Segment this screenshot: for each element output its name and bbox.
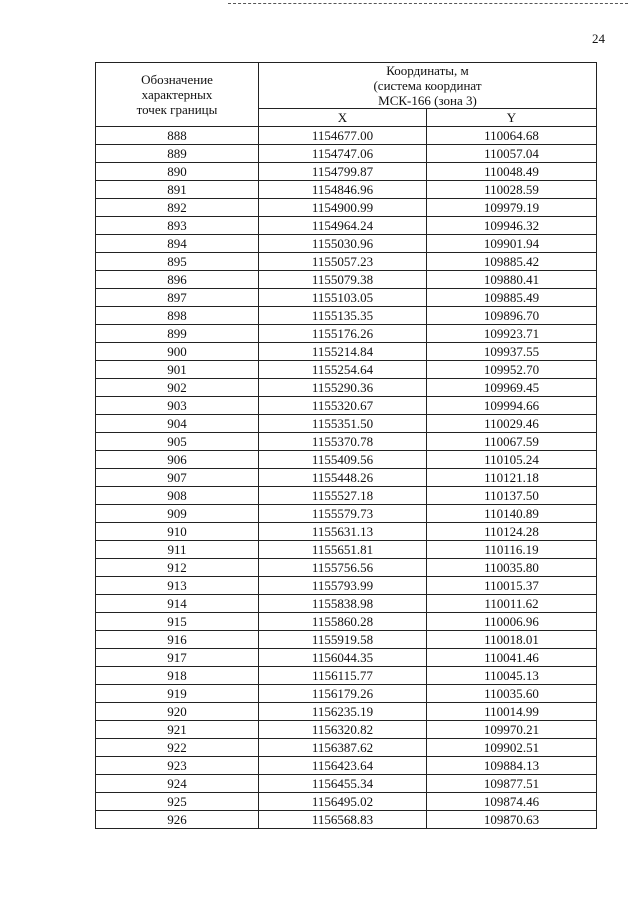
table-row	[96, 379, 597, 397]
table-row	[96, 325, 597, 343]
cell-x: 1154677.00	[259, 127, 427, 145]
cell-y: 110029.46	[427, 415, 597, 433]
cell-point: 890	[96, 163, 259, 181]
cell-y: 110137.50	[427, 487, 597, 505]
table-row	[96, 739, 597, 757]
table-row	[96, 631, 597, 649]
cell-point: 918	[96, 667, 259, 685]
table-row	[96, 127, 597, 145]
cell-x: 1155651.81	[259, 541, 427, 559]
cell-x: 1156044.35	[259, 649, 427, 667]
cell-point: 888	[96, 127, 259, 145]
cell-point: 920	[96, 703, 259, 721]
table-row	[96, 361, 597, 379]
table-row	[96, 469, 597, 487]
table-row	[96, 307, 597, 325]
cell-y: 110140.89	[427, 505, 597, 523]
boundary-points-table	[95, 62, 597, 829]
cell-y: 109952.70	[427, 361, 597, 379]
cell-point: 899	[96, 325, 259, 343]
cell-x: 1155448.26	[259, 469, 427, 487]
table-row	[96, 523, 597, 541]
cell-x: 1155320.67	[259, 397, 427, 415]
table-row	[96, 757, 597, 775]
table-row	[96, 649, 597, 667]
table-row	[96, 667, 597, 685]
page-number: 24	[592, 31, 605, 46]
cell-x: 1155290.36	[259, 379, 427, 397]
cell-y: 109969.45	[427, 379, 597, 397]
table-row	[96, 253, 597, 271]
cell-x: 1155756.56	[259, 559, 427, 577]
cell-y: 110057.04	[427, 145, 597, 163]
cell-point: 914	[96, 595, 259, 613]
cell-y: 109994.66	[427, 397, 597, 415]
cell-x: 1155527.18	[259, 487, 427, 505]
table-row	[96, 775, 597, 793]
cell-x: 1156320.82	[259, 721, 427, 739]
cell-point: 913	[96, 577, 259, 595]
cell-y: 109877.51	[427, 775, 597, 793]
cell-point: 909	[96, 505, 259, 523]
cell-point: 906	[96, 451, 259, 469]
cell-y: 110035.80	[427, 559, 597, 577]
table-row	[96, 397, 597, 415]
cell-y: 110048.49	[427, 163, 597, 181]
cell-x: 1154846.96	[259, 181, 427, 199]
cell-point: 889	[96, 145, 259, 163]
cell-x: 1156387.62	[259, 739, 427, 757]
cell-y: 110064.68	[427, 127, 597, 145]
table-row	[96, 811, 597, 829]
table-row	[96, 613, 597, 631]
header-x: X	[259, 109, 427, 127]
cell-x: 1155838.98	[259, 595, 427, 613]
table-row	[96, 145, 597, 163]
header-point-line: характерных	[141, 87, 213, 102]
cell-y: 109884.13	[427, 757, 597, 775]
table-row	[96, 793, 597, 811]
cell-x: 1155135.35	[259, 307, 427, 325]
cell-x: 1155409.56	[259, 451, 427, 469]
header-coordinates	[259, 63, 597, 109]
table-row	[96, 289, 597, 307]
cell-y: 109946.32	[427, 217, 597, 235]
cell-point: 891	[96, 181, 259, 199]
cell-x: 1155103.05	[259, 289, 427, 307]
cell-point: 903	[96, 397, 259, 415]
cell-point: 896	[96, 271, 259, 289]
cell-x: 1155079.38	[259, 271, 427, 289]
cell-point: 919	[96, 685, 259, 703]
cell-point: 908	[96, 487, 259, 505]
cell-y: 109896.70	[427, 307, 597, 325]
cell-y: 109885.42	[427, 253, 597, 271]
cell-x: 1155030.96	[259, 235, 427, 253]
table-row	[96, 505, 597, 523]
cell-point: 923	[96, 757, 259, 775]
table-row	[96, 595, 597, 613]
header-coords-line: МСК-166 (зона 3)	[378, 93, 477, 108]
cell-x: 1156179.26	[259, 685, 427, 703]
cell-x: 1155351.50	[259, 415, 427, 433]
cell-point: 905	[96, 433, 259, 451]
table-row	[96, 433, 597, 451]
table-row	[96, 343, 597, 361]
cell-y: 110028.59	[427, 181, 597, 199]
header-point-line: Обозначение	[141, 72, 213, 87]
table-row	[96, 217, 597, 235]
cell-x: 1155057.23	[259, 253, 427, 271]
cell-x: 1156495.02	[259, 793, 427, 811]
cell-y: 109880.41	[427, 271, 597, 289]
cell-y: 109970.21	[427, 721, 597, 739]
cell-y: 109874.46	[427, 793, 597, 811]
table-row	[96, 487, 597, 505]
cell-y: 110067.59	[427, 433, 597, 451]
cell-x: 1154900.99	[259, 199, 427, 217]
cell-x: 1155793.99	[259, 577, 427, 595]
table-row	[96, 235, 597, 253]
cell-point: 895	[96, 253, 259, 271]
cell-y: 110105.24	[427, 451, 597, 469]
cell-y: 109885.49	[427, 289, 597, 307]
cell-y: 109902.51	[427, 739, 597, 757]
cell-x: 1155631.13	[259, 523, 427, 541]
cell-point: 911	[96, 541, 259, 559]
cell-x: 1154747.06	[259, 145, 427, 163]
cell-x: 1155176.26	[259, 325, 427, 343]
table-row	[96, 199, 597, 217]
cell-x: 1156235.19	[259, 703, 427, 721]
header-point-designation	[96, 63, 259, 127]
cell-point: 926	[96, 811, 259, 829]
header-coords-line: Координаты, м	[386, 63, 469, 78]
top-dashed-rule	[228, 3, 628, 4]
table-row	[96, 163, 597, 181]
cell-y: 110035.60	[427, 685, 597, 703]
cell-point: 901	[96, 361, 259, 379]
cell-x: 1155919.58	[259, 631, 427, 649]
cell-y: 110041.46	[427, 649, 597, 667]
table-row	[96, 415, 597, 433]
cell-y: 109923.71	[427, 325, 597, 343]
cell-x: 1156455.34	[259, 775, 427, 793]
header-y: Y	[427, 109, 597, 127]
cell-point: 925	[96, 793, 259, 811]
table-row	[96, 559, 597, 577]
cell-x: 1155370.78	[259, 433, 427, 451]
cell-point: 894	[96, 235, 259, 253]
table-row	[96, 685, 597, 703]
cell-y: 110018.01	[427, 631, 597, 649]
cell-x: 1156568.83	[259, 811, 427, 829]
cell-y: 110011.62	[427, 595, 597, 613]
cell-point: 897	[96, 289, 259, 307]
cell-x: 1156423.64	[259, 757, 427, 775]
cell-point: 924	[96, 775, 259, 793]
cell-x: 1154964.24	[259, 217, 427, 235]
cell-y: 109901.94	[427, 235, 597, 253]
cell-point: 893	[96, 217, 259, 235]
cell-x: 1155579.73	[259, 505, 427, 523]
cell-point: 907	[96, 469, 259, 487]
cell-point: 892	[96, 199, 259, 217]
cell-point: 900	[96, 343, 259, 361]
cell-y: 110006.96	[427, 613, 597, 631]
cell-x: 1156115.77	[259, 667, 427, 685]
table-body	[96, 127, 597, 829]
cell-y: 110124.28	[427, 523, 597, 541]
table-row	[96, 577, 597, 595]
table-row	[96, 541, 597, 559]
cell-y: 109870.63	[427, 811, 597, 829]
cell-y: 109979.19	[427, 199, 597, 217]
cell-y: 110045.13	[427, 667, 597, 685]
cell-point: 910	[96, 523, 259, 541]
cell-point: 898	[96, 307, 259, 325]
cell-x: 1155254.64	[259, 361, 427, 379]
table-row	[96, 181, 597, 199]
table-row	[96, 451, 597, 469]
cell-y: 110116.19	[427, 541, 597, 559]
table-row	[96, 721, 597, 739]
cell-y: 110015.37	[427, 577, 597, 595]
cell-point: 912	[96, 559, 259, 577]
cell-point: 902	[96, 379, 259, 397]
cell-point: 916	[96, 631, 259, 649]
cell-y: 110121.18	[427, 469, 597, 487]
header-point-line: точек границы	[136, 102, 218, 117]
cell-x: 1155860.28	[259, 613, 427, 631]
cell-point: 922	[96, 739, 259, 757]
cell-x: 1154799.87	[259, 163, 427, 181]
table-row	[96, 271, 597, 289]
cell-point: 921	[96, 721, 259, 739]
cell-point: 917	[96, 649, 259, 667]
cell-y: 110014.99	[427, 703, 597, 721]
header-coords-line: (система координат	[373, 78, 482, 93]
table-row	[96, 703, 597, 721]
cell-point: 904	[96, 415, 259, 433]
cell-x: 1155214.84	[259, 343, 427, 361]
cell-y: 109937.55	[427, 343, 597, 361]
cell-point: 915	[96, 613, 259, 631]
